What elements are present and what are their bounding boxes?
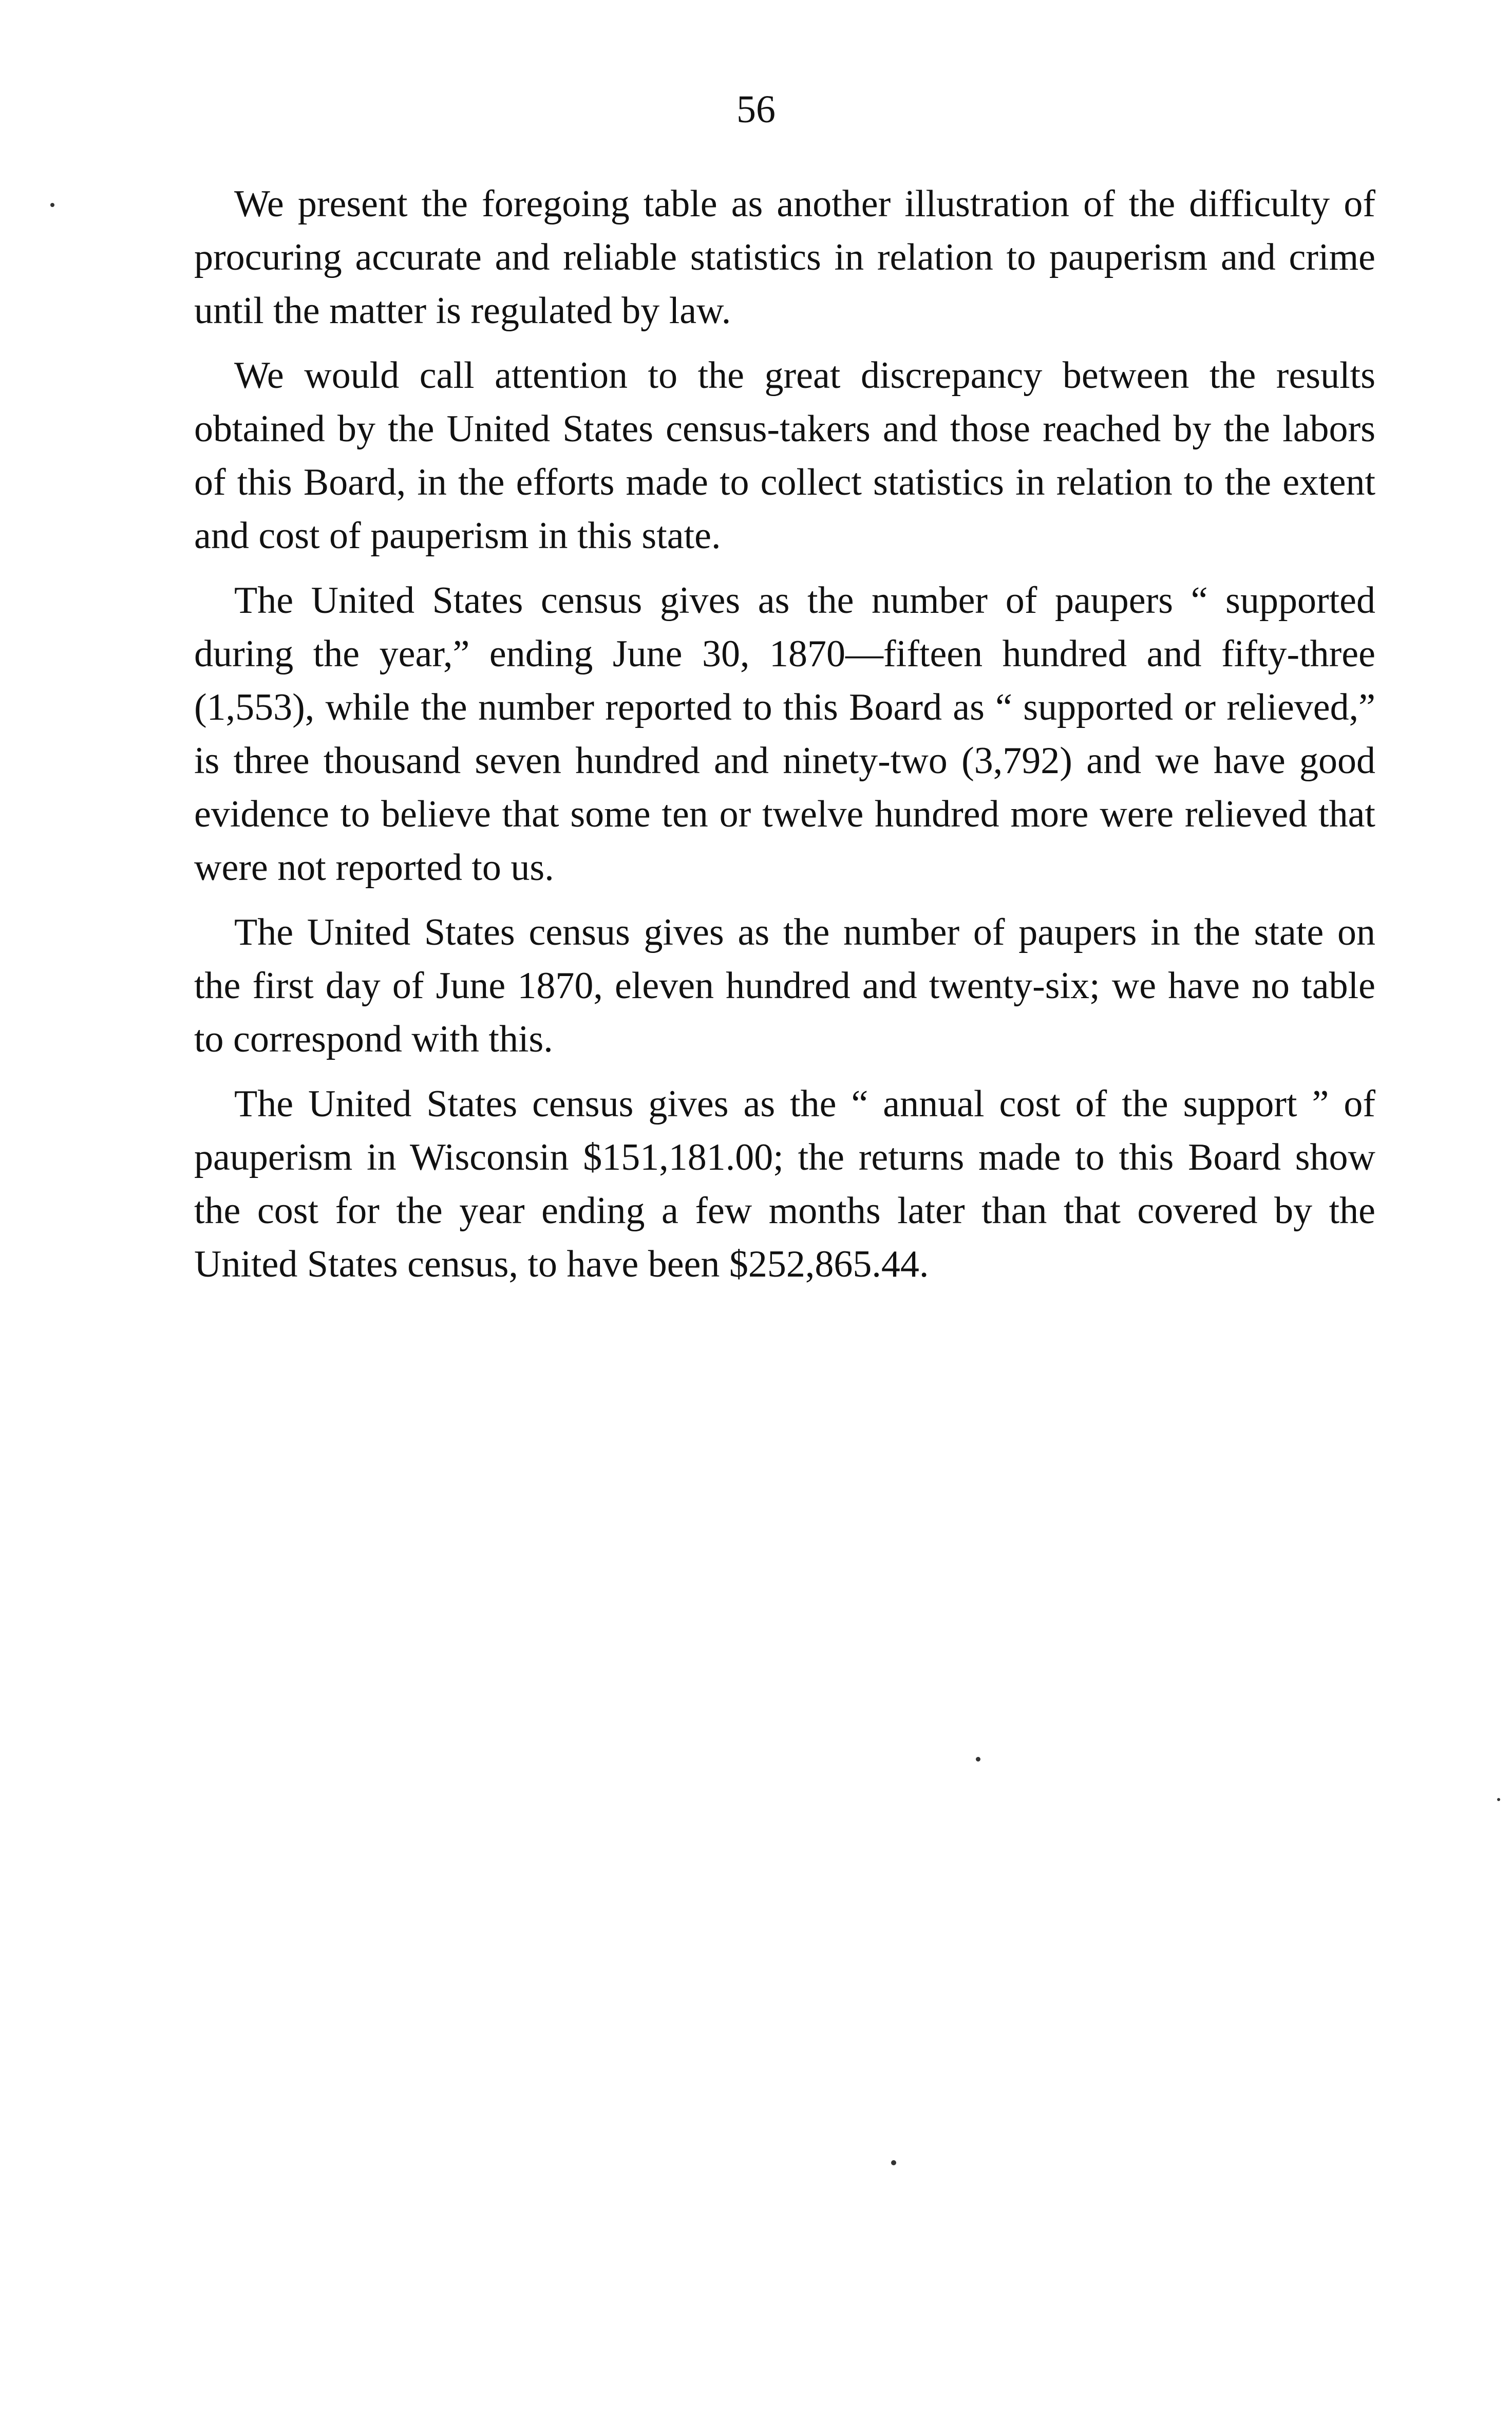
paragraph-5: The United States census gives as the “ annual cost of the support ” of pauperism in Wisconsin $151,181.00; the returns made to this Board show the cost for the year ending a few months later than that covered by the United States census, to have been $252,865.44.: [194, 1083, 1375, 1285]
body-text: [194, 177, 1375, 1302]
print-speck: [891, 2160, 896, 2165]
print-speck: [1497, 1798, 1500, 1801]
paragraph-4: The United States census gives as the number of paupers in the state on the first day of June 1870, eleven hundred and twenty-six; we have no table to correspond with this.: [194, 911, 1375, 1060]
paragraph-1: We present the foregoing table as another illustration of the difficulty of procuring accurate and reliable statistics in relation to pauperism and crime until the matter is regulated by law.: [194, 183, 1375, 332]
paragraph-3: The United States census gives as the number of paupers “ supported during the year,” ending June 30, 1870—fifteen hundred and fifty-three (1,553), while the number reported to this Board as “ supported or relieved,” is three thousand seven hundred and ninety-two (3,792) and we have good evidence to believe that some ten or twelve hundred more were relieved that were not reported to us.: [194, 579, 1375, 889]
page-number: 56: [736, 88, 776, 131]
print-speck: [50, 203, 54, 207]
print-speck: [976, 1757, 980, 1762]
paragraph-2: We would call attention to the great discrepancy between the results obtained by the United States census-takers and those reached by the labors of this Board, in the efforts made to collect statistics in relation to the extent and cost of pauperism in this state.: [194, 354, 1375, 557]
